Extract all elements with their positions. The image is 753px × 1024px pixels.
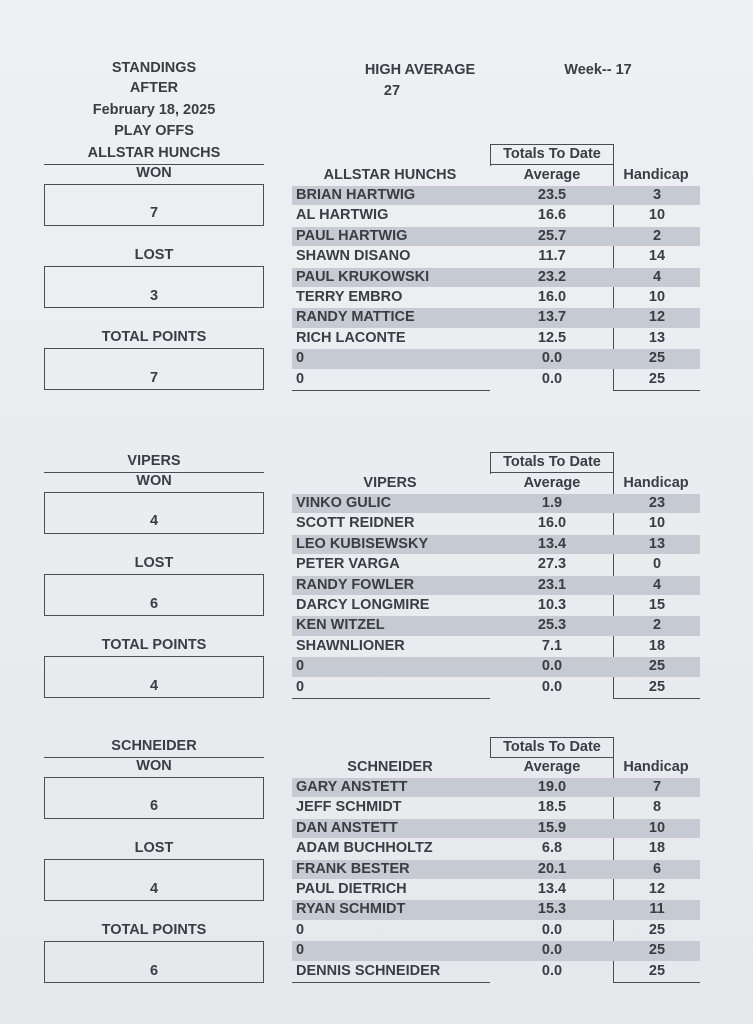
player-name: 0	[296, 658, 305, 675]
won-label: WON	[136, 165, 172, 181]
player-name: 0	[296, 678, 305, 695]
player-handicap: 25	[648, 350, 666, 367]
player-name: SCOTT REIDNER	[296, 515, 415, 532]
average-header: Average	[523, 759, 581, 775]
player-name: RANDY MATTICE	[296, 309, 415, 326]
player-name: SHAWNLIONER	[296, 637, 405, 654]
player-average: 0.0	[541, 658, 563, 675]
lost-value: 4	[149, 881, 159, 897]
handicap-bottom-rule	[613, 698, 700, 699]
totals-mid-rule	[490, 472, 614, 473]
lost-label: LOST	[134, 247, 174, 263]
player-average: 0.0	[541, 350, 563, 367]
player-name: BRIAN HARTWIG	[296, 187, 416, 203]
player-average: 0.0	[541, 678, 563, 695]
player-handicap: 14	[648, 248, 666, 265]
player-name: 0	[296, 370, 305, 387]
player-handicap: 4	[652, 576, 662, 593]
lost-value: 6	[149, 596, 159, 612]
player-name: JEFF SCHMIDT	[296, 799, 402, 816]
player-name: GARY ANSTETT	[296, 779, 408, 795]
player-average: 15.9	[537, 819, 567, 836]
player-average: 7.1	[541, 637, 563, 654]
totals-top-rule	[490, 144, 614, 145]
player-handicap: 7	[652, 779, 662, 795]
player-average: 13.7	[537, 309, 567, 326]
player-name: PAUL DIETRICH	[296, 881, 407, 897]
player-average: 25.7	[537, 227, 567, 244]
player-handicap: 10	[648, 515, 666, 532]
average-header: Average	[523, 475, 581, 491]
won-label: WON	[136, 758, 172, 774]
player-name: DAN ANSTETT	[296, 819, 398, 836]
player-average: 10.3	[537, 597, 567, 613]
handicap-bottom-rule	[613, 982, 700, 983]
player-handicap: 3	[652, 187, 662, 203]
player-name: RANDY FOWLER	[296, 576, 415, 593]
total-points-value: 7	[149, 370, 159, 386]
player-average: 27.3	[537, 556, 567, 573]
player-handicap: 25	[648, 658, 666, 675]
player-handicap: 2	[652, 617, 662, 634]
totals-mid-rule	[490, 164, 614, 165]
player-average: 13.4	[537, 535, 567, 552]
player-handicap: 25	[648, 678, 666, 695]
after-label: AFTER	[129, 80, 179, 96]
player-name: SHAWN DISANO	[296, 248, 411, 265]
player-average: 23.2	[537, 268, 567, 285]
player-handicap: 8	[652, 799, 662, 816]
player-average: 18.5	[537, 799, 567, 816]
total-points-label: TOTAL POINTS	[101, 922, 207, 938]
table-team-name: ALLSTAR HUNCHS	[323, 167, 457, 183]
totals-to-date-label: Totals To Date	[503, 739, 601, 755]
player-handicap: 6	[652, 860, 662, 877]
totals-mid-rule	[490, 757, 614, 758]
total-points-label: TOTAL POINTS	[101, 637, 207, 653]
player-average: 0.0	[541, 370, 563, 387]
left-team-name: ALLSTAR HUNCHS	[87, 145, 221, 161]
player-handicap: 11	[649, 901, 665, 918]
player-name: PETER VARGA	[296, 556, 400, 573]
player-name: DARCY LONGMIRE	[296, 597, 430, 613]
won-label: WON	[136, 473, 172, 489]
player-name: TERRY EMBRO	[296, 289, 403, 305]
player-handicap: 25	[648, 921, 666, 938]
table-bottom-rule	[292, 698, 490, 699]
table-bottom-rule	[292, 982, 490, 983]
player-handicap: 15	[648, 597, 666, 613]
player-name: LEO KUBISEWSKY	[296, 535, 429, 552]
player-average: 0.0	[541, 921, 563, 938]
standings-title: STANDINGS	[111, 60, 197, 76]
player-average: 23.1	[537, 576, 567, 593]
player-handicap: 10	[648, 819, 666, 836]
player-average: 16.6	[537, 207, 567, 224]
player-name: ADAM BUCHHOLTZ	[296, 840, 433, 857]
high-average-value: 27	[383, 83, 401, 99]
player-handicap: 12	[648, 309, 666, 326]
player-average: 25.3	[537, 617, 567, 634]
player-average: 1.9	[541, 495, 563, 511]
player-handicap: 18	[648, 840, 666, 857]
table-bottom-rule	[292, 390, 490, 391]
left-team-name: VIPERS	[127, 453, 181, 469]
player-handicap: 13	[648, 329, 666, 346]
total-points-label: TOTAL POINTS	[101, 329, 207, 345]
totals-to-date-label: Totals To Date	[503, 146, 601, 162]
player-average: 19.0	[537, 779, 567, 795]
player-name: AL HARTWIG	[296, 207, 389, 224]
week-label: Week-- 17	[564, 62, 632, 78]
player-name: PAUL HARTWIG	[296, 227, 408, 244]
left-team-name: SCHNEIDER	[111, 738, 197, 754]
totals-to-date-label: Totals To Date	[503, 454, 601, 470]
player-handicap: 2	[652, 227, 662, 244]
player-handicap: 23	[648, 495, 666, 511]
total-points-value: 4	[149, 678, 159, 694]
playoffs-label: PLAY OFFS	[114, 123, 194, 139]
player-average: 0.0	[541, 942, 563, 959]
won-value: 4	[149, 513, 159, 529]
handicap-header: Handicap	[623, 167, 689, 183]
player-name: 0	[296, 921, 305, 938]
player-average: 6.8	[541, 840, 563, 857]
lost-label: LOST	[134, 555, 174, 571]
average-header: Average	[523, 167, 581, 183]
totals-top-rule	[490, 737, 614, 738]
player-average: 16.0	[537, 289, 567, 305]
player-handicap: 0	[652, 556, 662, 573]
player-name: KEN WITZEL	[296, 617, 385, 634]
lost-label: LOST	[134, 840, 174, 856]
handicap-header: Handicap	[623, 475, 689, 491]
player-name: DENNIS SCHNEIDER	[296, 962, 441, 979]
player-handicap: 12	[648, 881, 666, 897]
standings-date: February 18, 2025	[92, 102, 216, 118]
player-name: 0	[296, 350, 305, 367]
handicap-bottom-rule	[613, 390, 700, 391]
player-average: 15.3	[537, 901, 567, 918]
totals-top-rule	[490, 452, 614, 453]
player-name: RICH LACONTE	[296, 329, 406, 346]
player-name: FRANK BESTER	[296, 860, 410, 877]
player-name: RYAN SCHMIDT	[296, 901, 406, 918]
player-name: VINKO GULIC	[296, 495, 392, 511]
player-name: 0	[296, 942, 305, 959]
player-handicap: 18	[648, 637, 666, 654]
handicap-header: Handicap	[623, 759, 689, 775]
player-average: 12.5	[537, 329, 567, 346]
player-handicap: 13	[648, 535, 666, 552]
player-handicap: 10	[648, 289, 666, 305]
player-handicap: 25	[648, 942, 666, 959]
player-average: 11.7	[538, 248, 566, 265]
total-points-value: 6	[149, 963, 159, 979]
player-average: 16.0	[537, 515, 567, 532]
player-handicap: 25	[648, 370, 666, 387]
player-average: 23.5	[537, 187, 567, 203]
table-team-name: VIPERS	[363, 475, 417, 491]
player-handicap: 10	[648, 207, 666, 224]
player-handicap: 25	[648, 962, 666, 979]
player-average: 0.0	[541, 962, 563, 979]
player-average: 13.4	[537, 881, 567, 897]
high-average-label: HIGH AVERAGE	[364, 62, 476, 78]
player-average: 20.1	[537, 860, 567, 877]
player-handicap: 4	[652, 268, 662, 285]
player-name: PAUL KRUKOWSKI	[296, 268, 430, 285]
lost-value: 3	[149, 288, 159, 304]
won-value: 7	[149, 205, 159, 221]
won-value: 6	[149, 798, 159, 814]
table-team-name: SCHNEIDER	[347, 759, 433, 775]
